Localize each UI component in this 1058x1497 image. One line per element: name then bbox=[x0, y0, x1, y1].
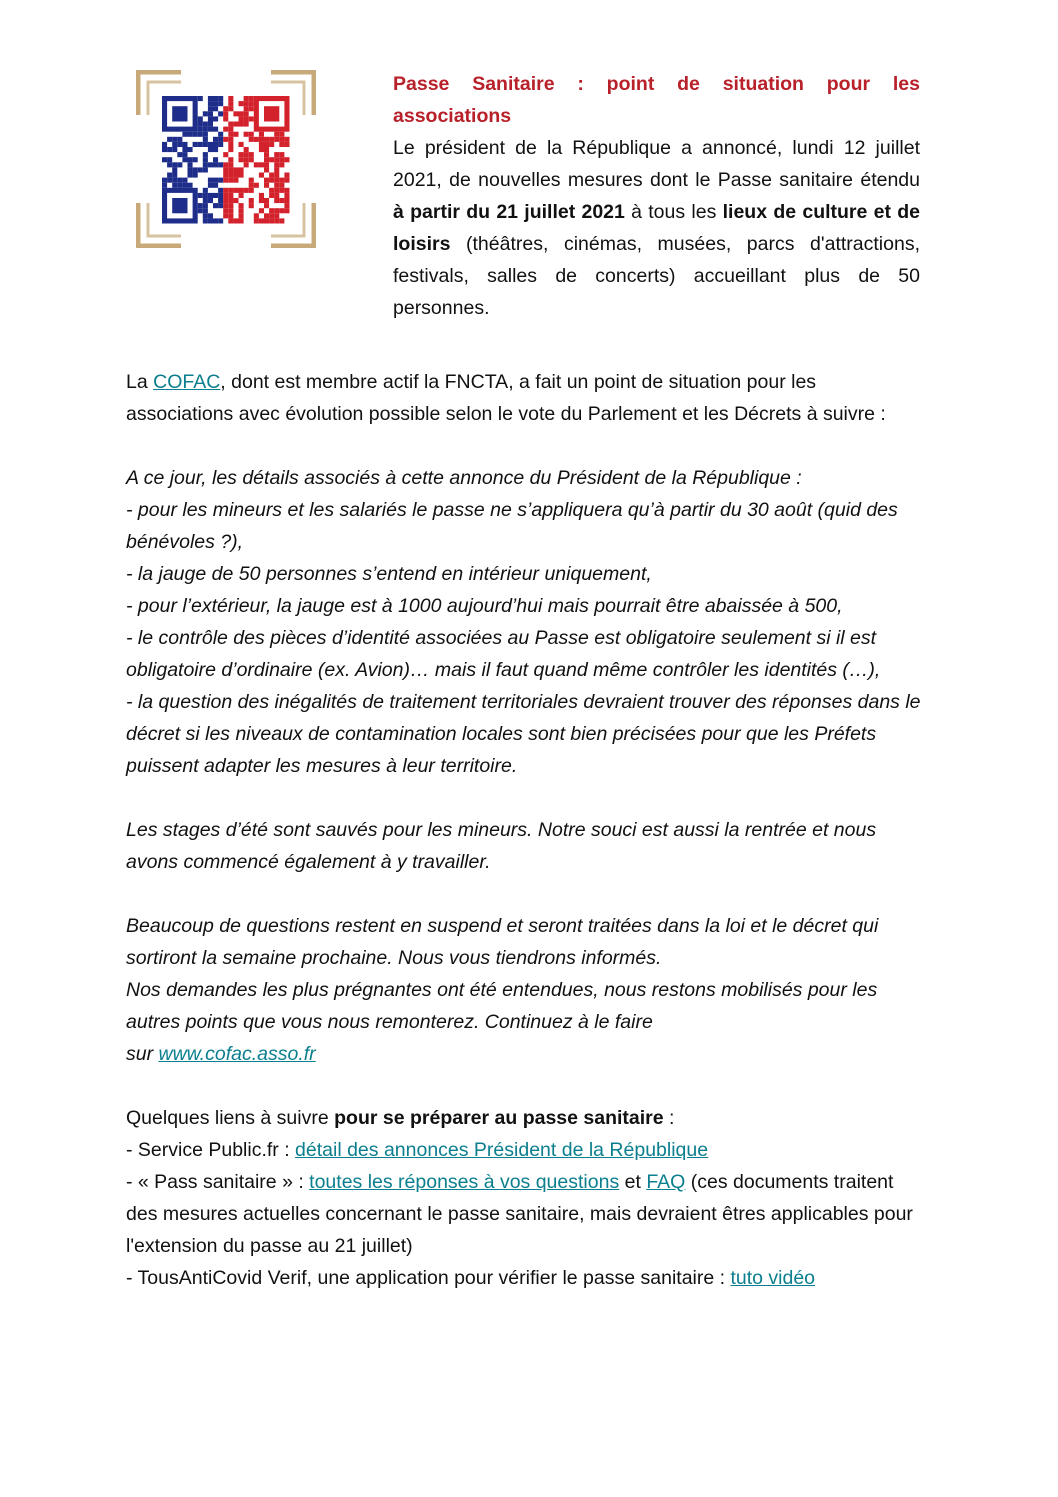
details-item: - le contrôle des pièces d’identité associées au Passe est obligatoire seulement si il est obligatoire d’ordinaire (ex. Avion)… mais il faut quand même contrôler les identités (…), bbox=[126, 627, 881, 681]
cofac-link[interactable]: COFAC bbox=[153, 371, 221, 393]
faq-link[interactable]: FAQ bbox=[646, 1171, 686, 1193]
details-item: - la jauge de 50 personnes s’entend en intérieur uniquement, bbox=[126, 563, 652, 585]
pass-questions-link[interactable]: toutes les réponses à vos questions bbox=[309, 1171, 620, 1193]
questions-block: Beaucoup de questions restent en suspend et seront traitées dans la loi et le décret qui sortiront la semaine prochaine. Nous vous tiendrons informés. Nos demandes les plus prégnantes ont été entendues, nous restons mobilisés pour les autres points que vous nous remonterez. Continuez à le faire sur www.cofac.asso.fr bbox=[126, 915, 879, 1065]
tuto-video-link[interactable]: tuto vidéo bbox=[730, 1267, 816, 1289]
intro-paragraph: La COFAC, dont est membre actif la FNCTA, a fait un point de situation pour les associations avec évolution possible selon le vote du Parlement et les Décrets à suivre : bbox=[126, 371, 886, 425]
details-item: - la question des inégalités de traitement territoriales devraient trouver des réponses dans le décret si les niveaux de contamination locales sont bien précisées pour que les Préfets puissent adapter les mesures à leur territoire. bbox=[126, 691, 921, 777]
details-item: - pour les mineurs et les salariés le passe ne s’appliquera qu’à partir du 30 août (quid des bénévoles ?), bbox=[126, 499, 898, 553]
header-block bbox=[393, 68, 920, 324]
details-block bbox=[126, 462, 926, 782]
details-item: - pour l’extérieur, la jauge est à 1000 aujourd’hui mais pourrait être abaissée à 500, bbox=[126, 595, 843, 617]
details-lead: A ce jour, les détails associés à cette annonce du Président de la République : bbox=[126, 467, 802, 489]
qr-code-logo bbox=[136, 70, 316, 248]
stages-paragraph: Les stages d’été sont sauvés pour les mineurs. Notre souci est aussi la rentrée et nous avons commencé également à y travailler. bbox=[126, 819, 877, 873]
service-public-link[interactable]: détail des annonces Président de la République bbox=[295, 1139, 709, 1161]
page-title: Passe Sanitaire : point de situation pour les associations bbox=[393, 73, 920, 127]
links-block: Quelques liens à suivre pour se préparer au passe sanitaire : - Service Public.fr : détail des annonces Président de la République - « Pass sanitaire » : toutes les réponses à vos questions et FAQ (ces documents traitent des mesures actuelles concernant le passe sanitaire, mais devraient êtres applicables pour l'extension du passe au 21 juillet) - TousAntiCovid Verif, une application pour vérifier le passe sanitaire : tuto vidéo bbox=[126, 1107, 913, 1289]
cofac-website-link[interactable]: www.cofac.asso.fr bbox=[158, 1043, 316, 1065]
article-body bbox=[126, 366, 926, 1294]
header-paragraph: Le président de la République a annoncé, lundi 12 juillet 2021, de nouvelles mesures dont le Passe sanitaire étendu à partir du 21 juillet 2021 à tous les lieux de culture et de loisirs (théâtres, cinémas, musées, parcs d'attractions, festivals, salles de concerts) accueillant plus de 50 personnes. bbox=[393, 137, 920, 319]
